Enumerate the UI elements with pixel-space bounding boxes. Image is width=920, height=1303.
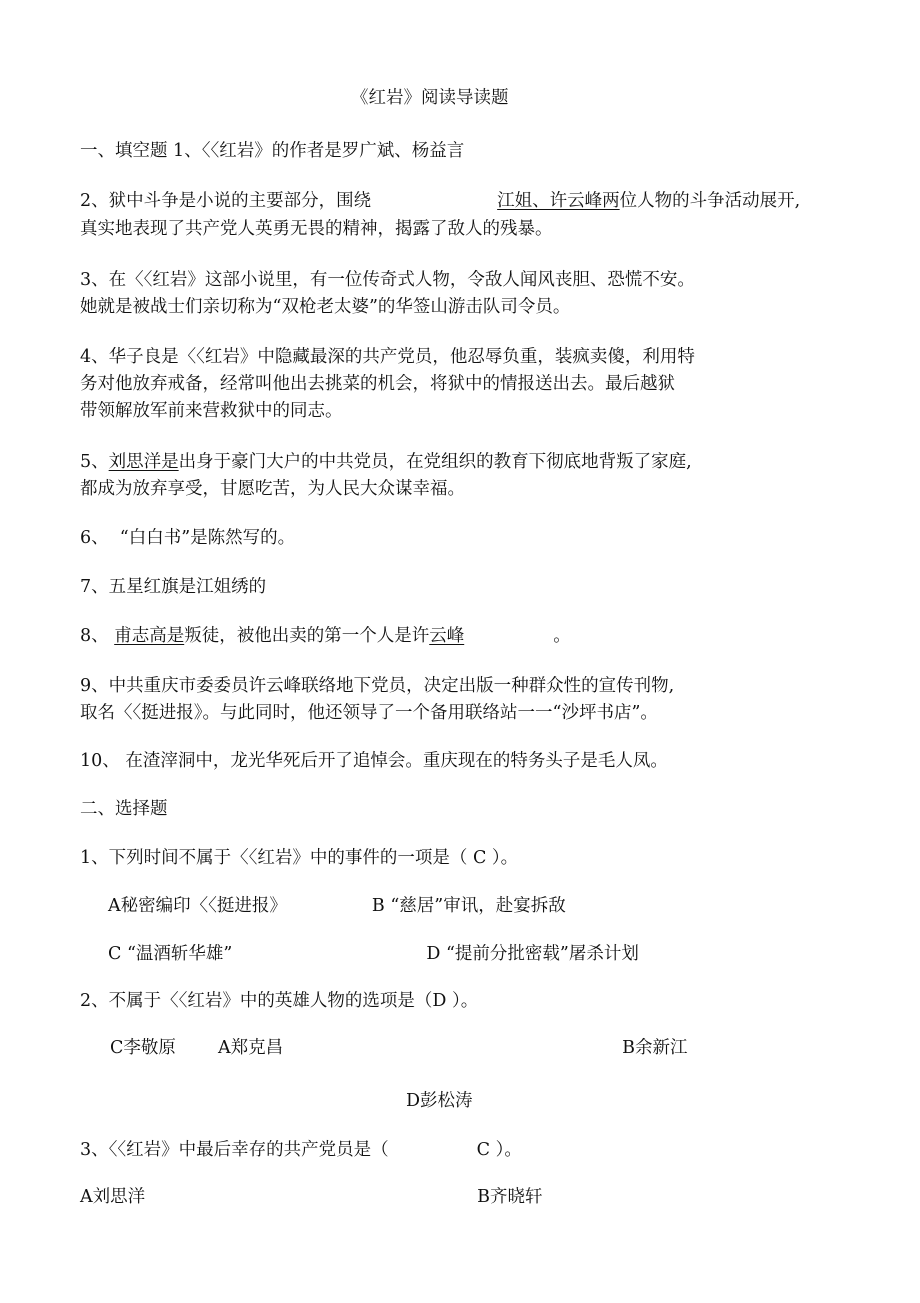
document-title: 《红岩》阅读导读题	[351, 88, 509, 108]
text-line	[80, 847, 518, 869]
text-segment: 她就是被战士们亲切称为“双枪老太婆”的华签山游击队司令员。	[80, 297, 571, 317]
text-segment: 10、 在渣滓洞中，龙光华死后开了追悼会。重庆现在的特务头子是毛人凤。	[80, 751, 668, 771]
text-line	[80, 190, 800, 212]
text-line	[108, 943, 639, 965]
text-segment: 一、填空题 1、〈〈红岩》的作者是罗广斌、杨益言	[80, 141, 465, 161]
text-segment: 务对他放弃戒备，经常叫他出去挑菜的机会，将狱中的情报送出去。最后越狱	[80, 374, 675, 394]
text-segment: 8、	[80, 626, 115, 646]
text-line	[80, 373, 675, 395]
text-line	[80, 400, 343, 422]
text-segment: 9、中共重庆市委委员许云峰联络地下党员，决定出版一种群众性的宣传刊物,	[80, 676, 675, 696]
text-segment: 6、 “白白书”是陈然写的。	[80, 528, 296, 548]
text-line	[80, 750, 668, 772]
text-segment: D彭松涛	[406, 1091, 473, 1111]
text-segment: 叛徒，被他出卖的第一个人是许	[184, 626, 430, 646]
text-segment: 2、狱中斗争是小说的主要部分，围绕	[80, 191, 372, 211]
text-segment: B齐晓轩	[477, 1187, 543, 1207]
text-segment: 3、〈〈红岩》中最后幸存的共产党员是（	[80, 1140, 389, 1160]
text-segment: 3、在〈〈红岩》这部小说里，有一位传奇式人物，令敌人闻风丧胆、恐慌不安。	[80, 270, 695, 290]
text-line	[110, 1037, 176, 1059]
text-segment: A郑克昌	[218, 1038, 284, 1058]
text-segment: 5、	[80, 452, 109, 472]
text-segment: B余新江	[622, 1038, 688, 1058]
text-line	[80, 269, 695, 291]
text-segment: 4、华子良是〈〈红岩》中隐藏最深的共产党员，他忍辱负重，装疯卖傻，利用特	[80, 347, 695, 367]
text-segment: 带领解放军前来营救狱中的同志。	[80, 401, 343, 421]
text-segment: 7、五星红旗是江姐绣的	[80, 577, 267, 597]
text-segment: 2、不属于〈〈红岩》中的英雄人物的选项是（D ）。	[80, 991, 479, 1011]
text-segment: A秘密编印〈〈挺进报》	[108, 896, 287, 916]
underlined-answer: 云峰	[429, 626, 465, 646]
text-line	[80, 1139, 522, 1161]
text-line	[80, 675, 674, 697]
text-line	[80, 140, 464, 162]
underlined-answer: 刘思洋是	[108, 452, 179, 472]
text-line	[80, 1186, 543, 1208]
text-segment: 出身于豪门大户的中共党员，在党组织的教育下彻底地背叛了家庭,	[178, 452, 692, 472]
text-segment: 二、选择题	[80, 799, 168, 819]
text-line	[80, 990, 478, 1012]
text-segment: 取名〈〈挺进报》。与此同时，他还领导了一个备用联络站一一“沙坪书店”。	[80, 703, 658, 723]
text-line	[80, 576, 266, 598]
text-line	[218, 1037, 688, 1059]
text-segment: 。	[553, 626, 571, 646]
text-line	[80, 451, 692, 473]
underlined-answer: 甫志高是	[114, 626, 185, 646]
text-line	[80, 218, 553, 240]
text-segment: 1、下列时间不属于〈〈红岩》中的事件的一项是（ C ）。	[80, 848, 519, 868]
underlined-answer: 江姐、许云峰两	[497, 191, 620, 211]
text-line	[406, 1090, 473, 1112]
text-segment: C李敬原	[110, 1038, 176, 1058]
text-segment: C “温酒斩华雄”	[108, 944, 233, 964]
text-line	[108, 895, 566, 917]
text-line	[80, 702, 658, 724]
text-line	[80, 798, 168, 820]
text-segment: 真实地表现了共产党人英勇无畏的精神，揭露了敌人的残暴。	[80, 219, 553, 239]
text-line	[80, 478, 465, 500]
text-line	[80, 527, 295, 549]
text-segment: 都成为放弃享受，甘愿吃苦，为人民大众谋幸福。	[80, 479, 465, 499]
text-line	[80, 346, 695, 368]
text-segment: 位人物的斗争活动展开,	[619, 191, 801, 211]
text-segment: C ）。	[476, 1140, 522, 1160]
text-line	[80, 625, 571, 647]
text-line	[80, 296, 570, 318]
text-segment: A刘思洋	[80, 1187, 146, 1207]
text-segment: B “慈居”审讯，赴宴拆敌	[371, 896, 566, 916]
text-segment: D “提前分批密载”屠杀计划	[426, 944, 639, 964]
